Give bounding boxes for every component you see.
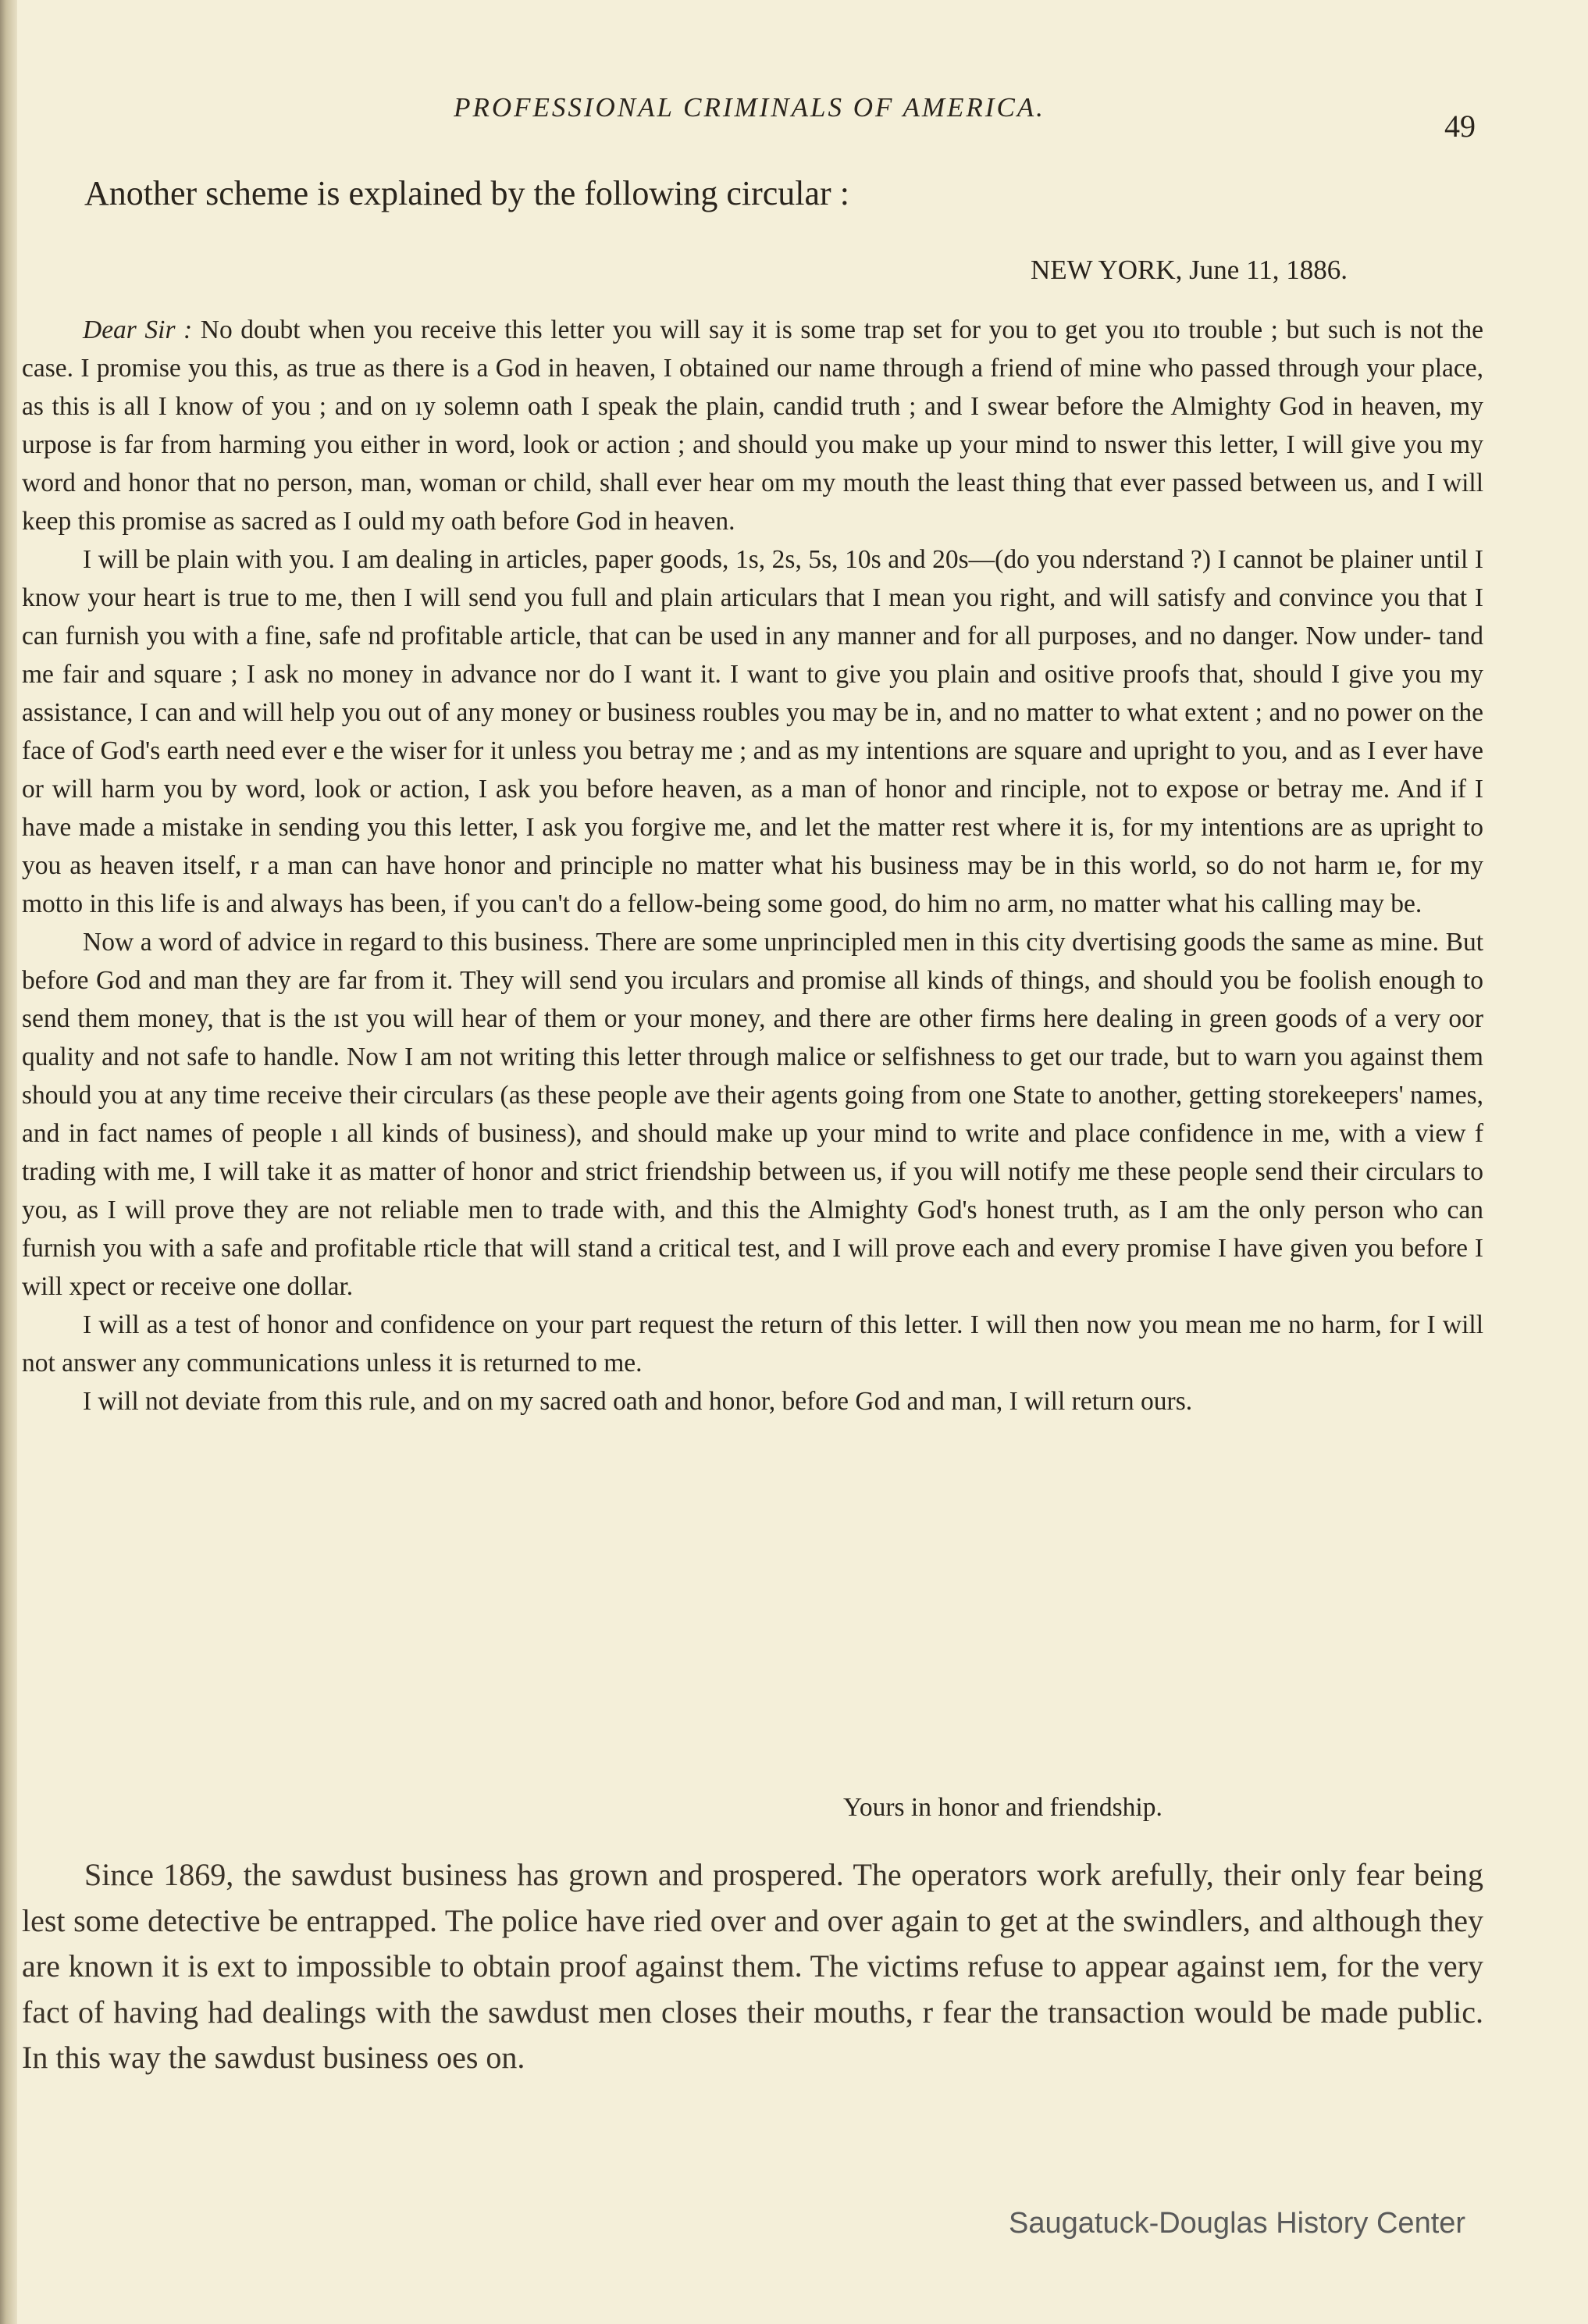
letter-paragraph: I will be plain with you. I am dealing in articles, paper goods, 1s, 2s, 5s, 10s and 20s—(do you nderstand ?) I cannot be plainer until I know your heart is true to me, then I will send you full and plain articulars that I mean you right, and will satisfy and convince you that I can furnish you with a fine, safe nd profitable article, that can be used in any manner and for all purposes, and no danger. Now under- tand me fair and square ; I ask no money in advance nor do I want it. I want to give you plain and ositive proofs that, should I give you my assistance, I can and will help you out of any money or business roubles you may be in, and no matter to what extent ; and no power on the face of God's earth need ever e the wiser for it unless you betray me ; and as my intentions are square and upright to you, and as I ever have or will harm you by word, look or action, I ask you before heaven, as a man of honor and rinciple, not to expose or betray me. And if I have made a mistake in sending you this letter, I ask you forgive me, and let the matter rest where it is, for my intentions are as upright to you as heaven itself, r a man can have honor and principle no matter what his business may be in this world, so do not harm ıe, for my motto in this life is and always has been, if you can't do a fellow-being some good, do him no arm, no matter what his calling may be. (22, 545, 1483, 918)
letter-paragraph (22, 311, 1483, 540)
running-header: PROFESSIONAL CRIMINALS OF AMERICA. (454, 92, 1045, 123)
letter-paragraph-text: No doubt when you receive this letter you will say it is some trap set for you to get you ıto trouble ; but such is not the case. I promise you this, as true as there is a God in heaven, I obtained our name through a friend of mine who passed through your place, as this is all I know of you ; and on ıy solemn oath I speak the plain, candid truth ; and I swear before the Almighty God in heaven, my urpose is far from harming you either in word, look or action ; and should you make up your mind to nswer this letter, I will give you my word and honor that no person, man, woman or child, shall ever hear om my mouth the least thing that ever passed between us, and I will keep this promise as sacred as I ould my oath before God in heaven. (22, 315, 1483, 536)
letter-closing: Yours in honor and friendship. (843, 1793, 1163, 1822)
letter-paragraph: Now a word of advice in regard to this business. There are some unprincipled men in this city dvertising goods the same as mine. But before God and man they are far from it. They will send you irculars and promise all kinds of things, and should you be foolish enough to send them money, that is the ıst you will hear of them or your money, and there are other firms here dealing in green goods of a very oor quality and not safe to handle. Now I am not writing this letter through malice or selfishness to get our trade, but to warn you against them should you at any time receive their circulars (as these people ave their agents going from one State to another, getting storekeepers' names, and in fact names of people ı all kinds of business), and should make up your mind to write and place confidence in me, with a view f trading with me, I will take it as matter of honor and strict friendship between us, if you will notify me these people send their circulars to you, as I will prove they are not reliable men to trade with, and this the Almighty God's honest truth, as I am the only person who can furnish you with a safe and profitable rticle that will stand a critical test, and I will prove each and every promise I have given you before I will xpect or receive one dollar. (22, 928, 1483, 1301)
letter-dateline: NEW YORK, June 11, 1886. (1031, 255, 1348, 285)
page-number: 49 (1444, 109, 1476, 144)
letter-body (22, 311, 1483, 1420)
watermark: Saugatuck-Douglas History Center (1009, 2207, 1466, 2240)
letter-paragraph: I will not deviate from this rule, and on my sacred oath and honor, before God and man, I will return ours. (83, 1387, 1193, 1416)
letter-paragraph: I will as a test of honor and confidence on your part request the return of this letter. I will then now you mean me no harm, for I will not answer any communications unless it is returned to me. (22, 1310, 1483, 1378)
salutation: Dear Sir : (83, 315, 193, 344)
body-paragraph: Since 1869, the sawdust business has grown and prospered. The operators work arefully, their only fear being lest some detective be entrapped. The police have ried over and over again to get at the swindlers, and although they are known it is ext to impossible to obtain proof against them. The victims refuse to appear against ıem, for the very fact of having had dealings with the sawdust men closes their mouths, r fear the transaction would be made public. In this way the sawdust business oes on. (22, 1857, 1483, 2075)
binding-gutter (0, 0, 17, 2324)
intro-line: Another scheme is explained by the following circular : (84, 174, 849, 212)
